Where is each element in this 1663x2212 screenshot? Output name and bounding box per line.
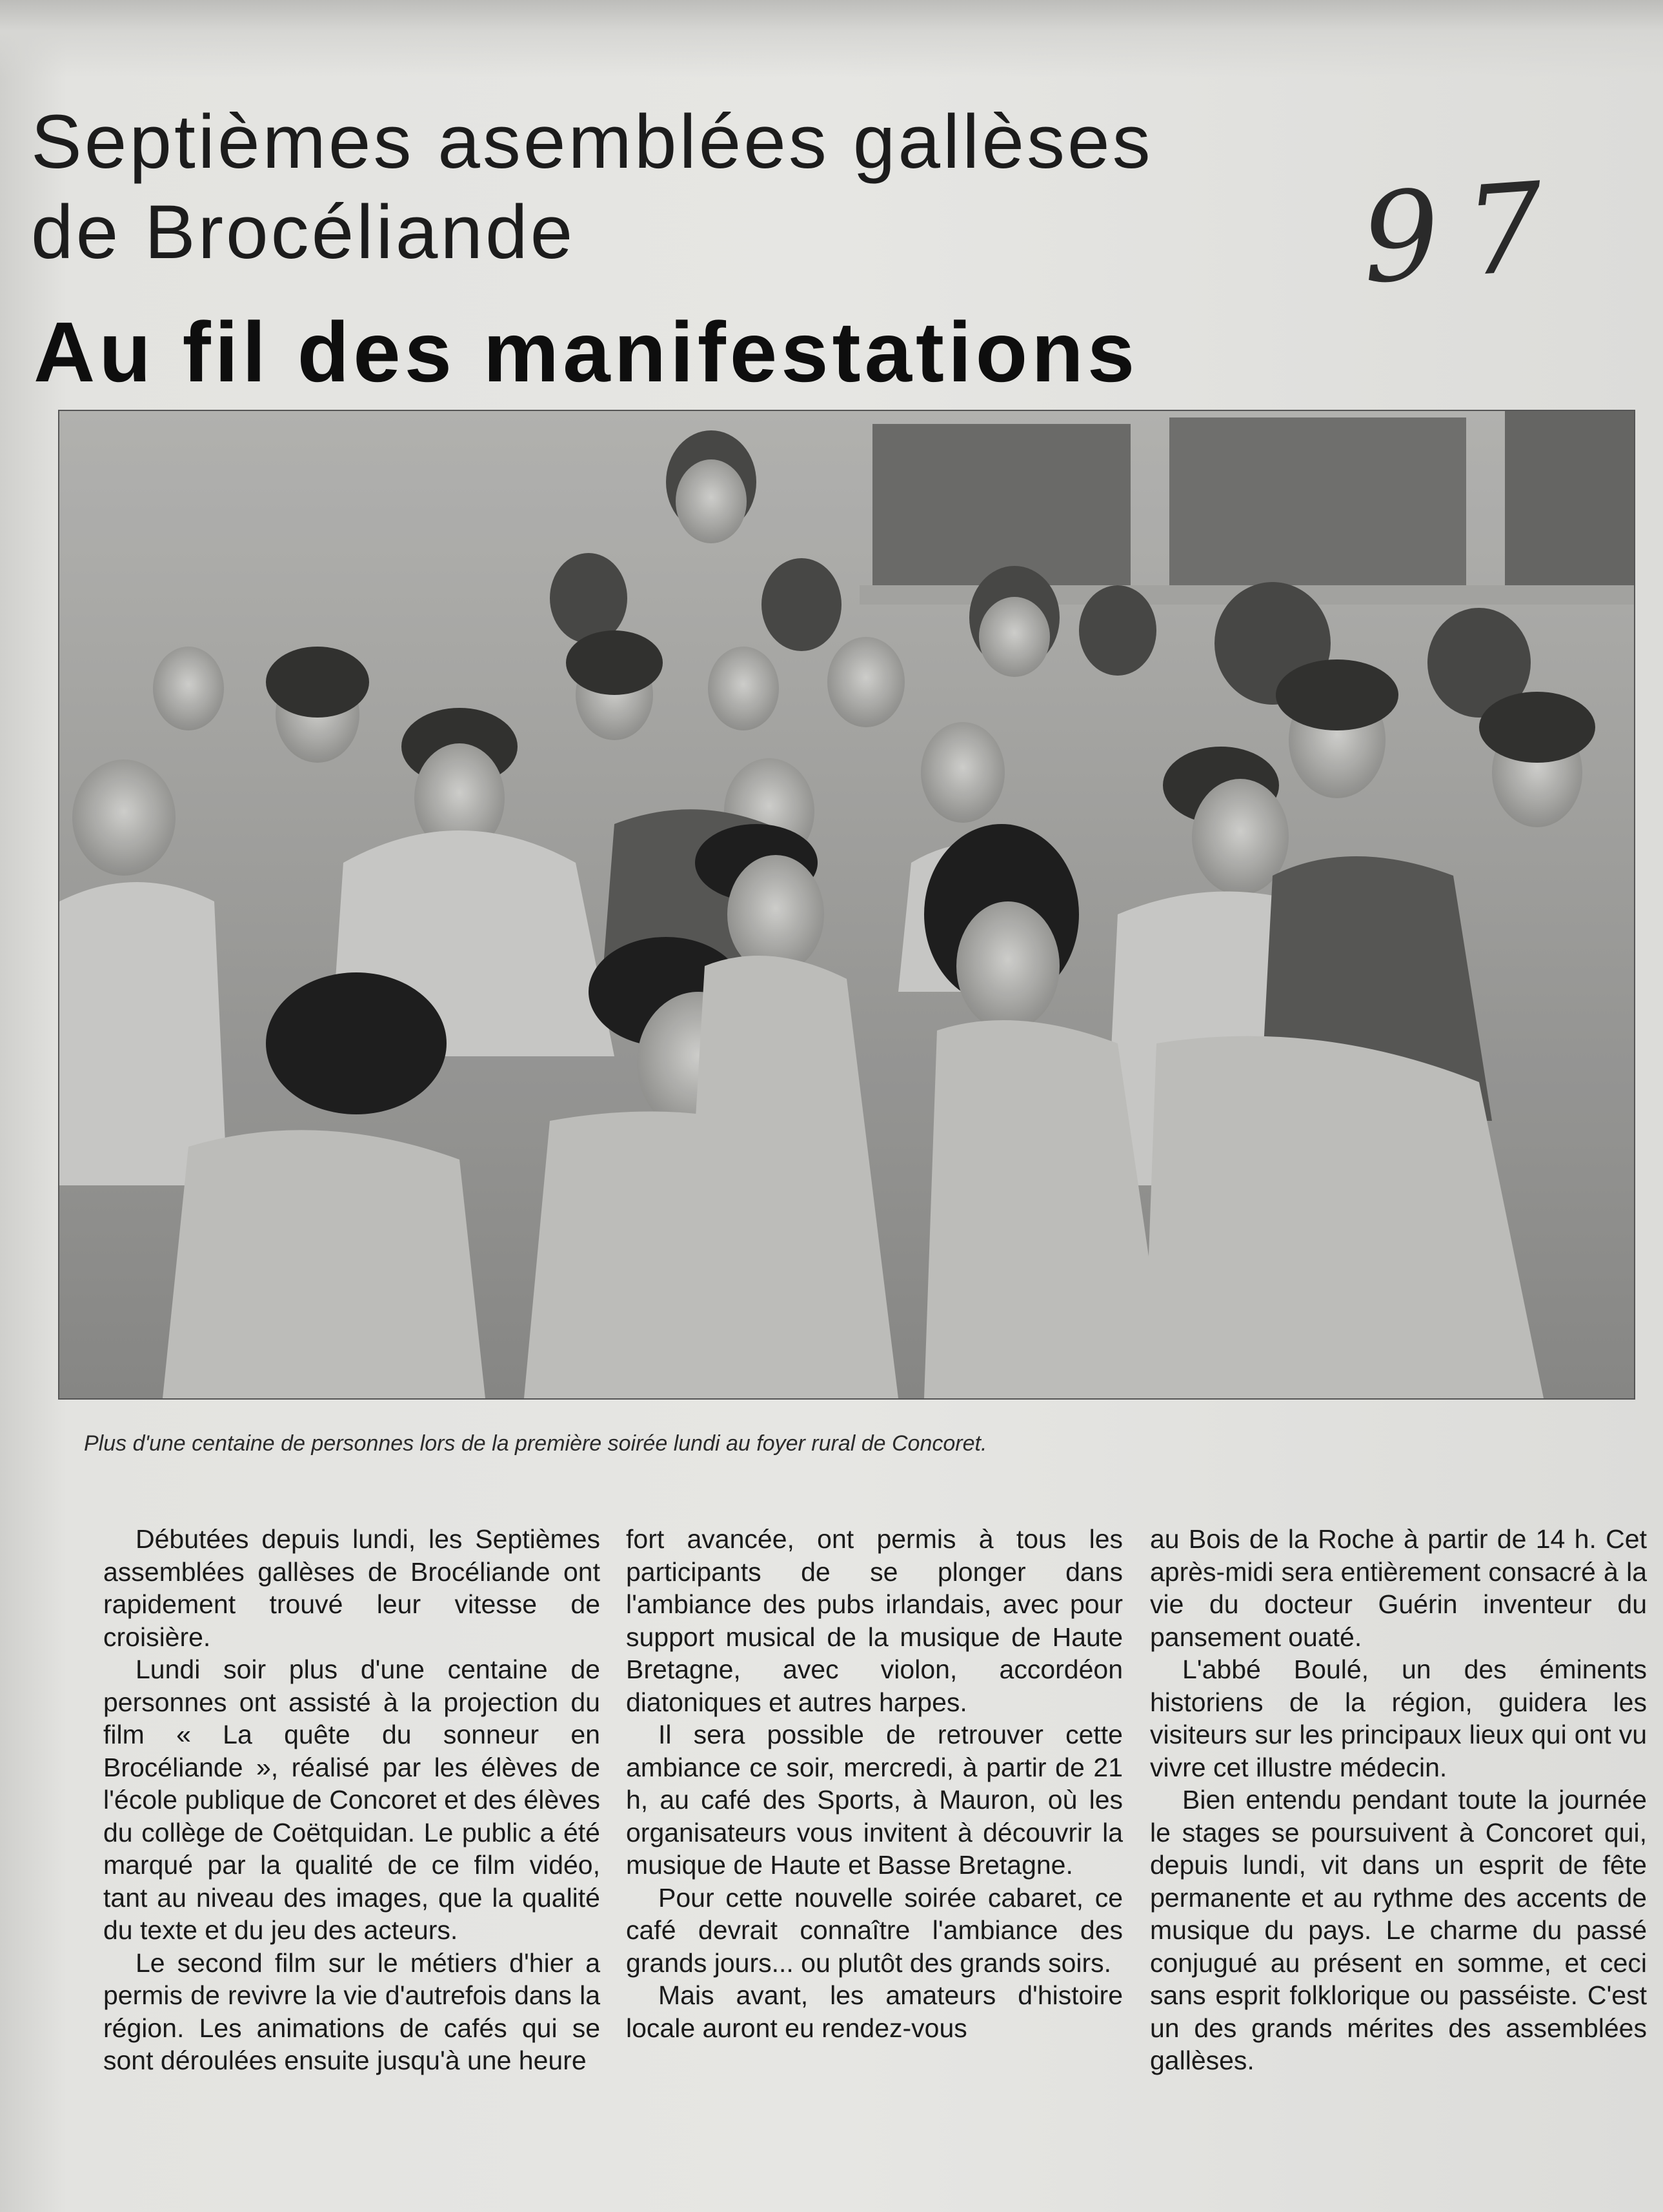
article-headline: Au fil des manifestations (34, 305, 1139, 399)
kicker-line-1: Septièmes asemblées gallèses (31, 99, 1153, 185)
text-column-1 (103, 1523, 600, 2200)
paragraph: Il sera possible de retrouver cette ambiance ce soir, mercredi, à partir de 21 h, au café des Sports, à Mauron, où les organisateurs vous invitent à découvrir la musique de Haute et Basse Bretagne. (626, 1720, 1123, 1880)
paragraph: Lundi soir plus d'une centaine de personnes ont assisté à la projection du film « La quête du sonneur en Brocéliande », réalisé par les élèves de l'école publique de Concoret et des élèves du collège de Coëtquidan. Le public a été marqué par la qualité de ce film vidéo, tant au niveau des images, que la qualité du texte et du jeu des acteurs. (103, 1654, 600, 1945)
handwritten-note: 97 (1356, 154, 1575, 311)
paragraph: L'abbé Boulé, un des éminents historiens de la région, guidera les visiteurs sur les principaux lieux qui ont vu vivre cet illustre médecin. (1150, 1654, 1647, 1782)
paragraph: Mais avant, les amateurs d'histoire locale auront eu rendez-vous (626, 1980, 1123, 2043)
article-photo (58, 410, 1635, 1400)
paragraph: Débutées depuis lundi, les Septièmes assemblées gallèses de Brocéliande ont rapidement trouvé leur vitesse de croisière. (103, 1524, 600, 1652)
paragraph: Le second film sur le métiers d'hier a permis de revivre la vie d'autrefois dans la région. Les animations de cafés qui se sont déroulées ensuite jusqu'à une heure (103, 1947, 600, 2075)
paragraph: au Bois de la Roche à partir de 14 h. Cet après-midi sera entièrement consacré à la vie du docteur Guérin inventeur du pansement ouaté. (1150, 1524, 1647, 1652)
text-column-2 (626, 1523, 1123, 2200)
text-column-3 (1150, 1523, 1647, 2200)
kicker-line-2: de Brocéliande (31, 190, 576, 275)
article-kicker (31, 97, 1257, 277)
paragraph: Bien entendu pendant toute la journée le stages se poursuivent à Concoret qui, depuis lundi, vit dans un esprit de fête permanente et au rythme des accents de musique du pays. Le charme du passé conjugué au présent en somme, et ceci sans esprit folklorique ou passéiste. C'est un des grands mérites des assemblées gallèses. (1150, 1785, 1647, 2075)
paper-edge-shadow (0, 0, 1663, 77)
photo-caption: Plus d'une centaine de personnes lors de la première soirée lundi au foyer rural de Concoret. (84, 1431, 987, 1456)
paragraph: fort avancée, ont permis à tous les participants de se plonger dans l'ambiance des pubs irlandais, avec pour support musical de la musique de Haute Bretagne, avec violon, accordéon diatoniques et autres harpes. (626, 1524, 1123, 1717)
paragraph: Pour cette nouvelle soirée cabaret, ce café devrait connaître l'ambiance des grands jours... ou plutôt des grands soirs. (626, 1882, 1123, 1978)
audience-photo-illustration (59, 411, 1634, 1398)
